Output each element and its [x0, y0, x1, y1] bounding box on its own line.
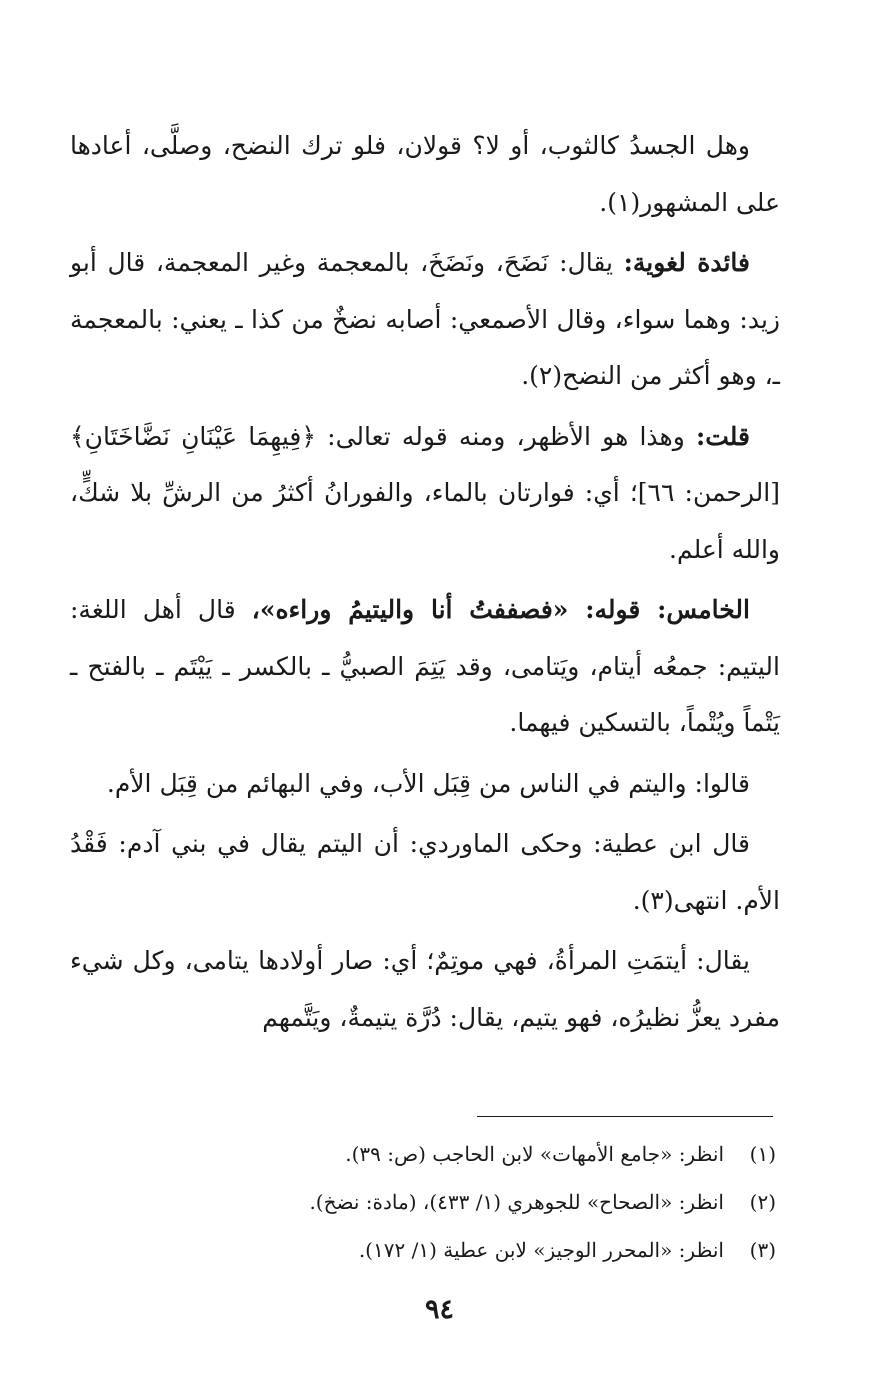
footnote-text: انظر: «الصحاح» للجوهري (١/ ٤٣٣)، (مادة: نضخ).	[309, 1190, 724, 1214]
paragraph	[70, 582, 780, 752]
footnotes	[70, 1130, 776, 1274]
paragraph-text: قالوا: واليتم في الناس من قِبَل الأب، وفي البهائم من قِبَل الأم.	[106, 768, 750, 798]
paragraph	[70, 409, 780, 579]
footnote-number: (٢)	[749, 1190, 776, 1214]
page-number: ٩٤	[424, 1294, 454, 1325]
paragraph-text: وهل الجسدُ كالثوب، أو لا؟ قولان، فلو ترك النضح، وصلَّى، أعادها على المشهور(١).	[70, 131, 780, 217]
paragraph	[70, 756, 780, 813]
paragraph-text: يقال: نَضَحَ، ونَضَخَ، بالمعجمة وغير المعجمة، قال أبو زيد: وهما سواء، وقال الأصمعي: أصابه نضخٌ من كذا ـ يعني: بالمعجمة ـ، وهو أكثر من النضح(٢).	[70, 248, 780, 390]
paragraph-text: يقال: أيتمَتِ المرأةُ، فهي موتِمٌ؛ أي: صار أولادها يتامى، وكل شيء مفرد يعزُّ نظيرُه، فهو يتيم، يقال: دُرَّة يتيمةٌ، ويَتَّمهم	[70, 946, 780, 1032]
paragraph	[70, 118, 780, 231]
paragraph	[70, 235, 780, 405]
footnote-text: انظر: «جامع الأمهات» لابن الحاجب (ص: ٣٩).	[345, 1142, 724, 1166]
footnote	[70, 1130, 776, 1178]
footnote-number: (٣)	[749, 1238, 776, 1262]
paragraph	[70, 816, 780, 929]
paragraph-text: قال ابن عطية: وحكى الماوردي: أن اليتم يقال في بني آدم: فَقْدُ الأم. انتهى(٣).	[70, 829, 780, 915]
footnote	[70, 1226, 776, 1274]
paragraph-lead: الخامس: قوله: «فصففتُ أنا واليتيمُ وراءه»،	[251, 595, 750, 624]
paragraph-text: وهذا هو الأظهر، ومنه قوله تعالى: ﴿فِيهِمَا عَيْنَانِ نَضَّاخَتَانِ﴾[الرحمن: ٦٦]؛ أي: فوارتان بالماء، والفورانُ أكثرُ من الرشِّ بلا شكٍّ، والله أعلم.	[70, 421, 780, 564]
main-text	[70, 118, 780, 1046]
footnote-number: (١)	[749, 1142, 776, 1166]
paragraph-text: قال أهل اللغة: اليتيم: جمعُه أيتام، ويَتامى، وقد يَتِمَ الصبيُّ ـ بالكسر ـ يَيْتَم ـ بالفتح ـ يَتْماً ويُتْماً، بالتسكين فيهما.	[70, 595, 780, 737]
footnote-separator	[477, 1116, 773, 1117]
footnote-text: انظر: «المحرر الوجيز» لابن عطية (١/ ١٧٢).	[358, 1238, 724, 1262]
paragraph-lead: فائدة لغوية:	[623, 248, 750, 277]
footnote	[70, 1178, 776, 1226]
paragraph	[70, 933, 780, 1046]
paragraph-lead: قلت:	[695, 421, 750, 451]
